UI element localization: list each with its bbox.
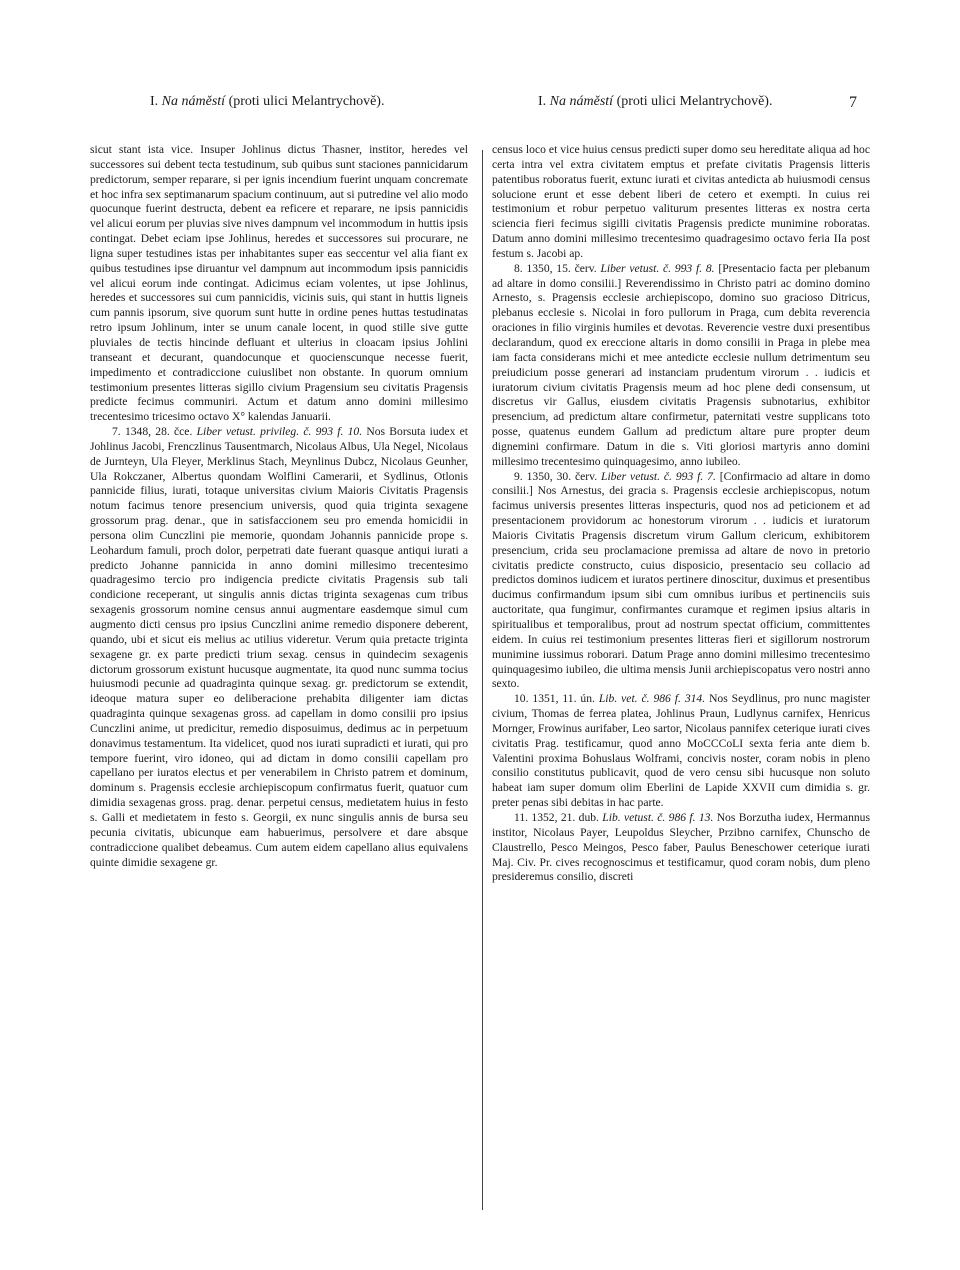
right-column (492, 143, 870, 885)
entry-11 (492, 811, 870, 885)
entry-8-source: Liber vetust. č. 993 f. 8. (600, 261, 715, 275)
left-column (90, 143, 468, 870)
page-number: 7 (849, 94, 857, 111)
running-head-left: I. Na náměstí (proti ulici Melantrychově). (150, 94, 385, 109)
entry-9-source: Liber vetust. č. 993 f. 7. (601, 469, 716, 483)
entry-7 (90, 425, 468, 870)
entry-9-ref: 9. 1350, 30. červ. (514, 469, 598, 483)
entry-9-text: [Confirmacio ad altare in domo consilii.] Nos Arnestus, dei gracia s. Pragensis ecclesie archiepiscopus, notum facimus universis presentes litteras inspecturis, quod nos ad peticionem et ad presentacionem providorum ac honestorum virorum . . iudicis et iuratorum Maioris Civitatis Pragensis discretum virum Gallum clericum, exhibitorem presencium, crida seu proclamacione premissa ad altare de novo in pretorio civitatis predicte constructo, cuius disposicio, presentacio seu collacio ad predictos dominos iudicem et iuratos pertinere dinoscitur, duximus et presentibus ducimus confirmandum ipsum sibi cum omnibus iuribus et pertinenciis suis auctoritate, qua fungimur, confirmantes curamque et regimen ipsius altaris in spiritualibus et temporalibus, prout ad nostrum spectat officium, committentes eidem. In cuius rei testimonium presentes litteras fieri et sigillorum nostrorum munimine iussimus roborari. Datum Prage anno domini millesimo trecentesimo quinquagesimo iubileo, die ultima mensis Junii archiepiscopatus vero nostri anno sexto. (492, 469, 870, 691)
entry-7-source: Liber vetust. privileg. č. 993 f. 10. (196, 425, 363, 439)
entry-10-text: Nos Seydlinus, pro nunc magister civium, Thomas de ferrea platea, Johlinus Praun, Ludlynus carnifex, Henricus Mornger, Frowinus aurifaber, Leo sartor, Nicolaus pannifex ceterique iurati cives civitatis Prag. testificamur, quod anno MoCCCoLI sexta feria ante diem b. Valentini proxima Bohuslaus Wolframi, concivis noster, coram nobis in pleno consilio constitutus publicavit, quod de vero censu sibi hucusque non soluto habeat iam super domum olim Eberlini de Lapide XXVII cum dimidia s. gr. preter penas sibi debitas in hac parte. (492, 692, 870, 810)
entry-7-text: Nos Borsuta iudex et Johlinus Jacobi, Frenczlinus Tausentmarch, Nicolaus Albus, Ula Negel, Nicolaus de Jurnteyn, Ula Fleyer, Merklinus Stach, Meynlinus Dubcz, Nicolaus Geunher, Ula Rokczaner, Albertus quondam Wolflini Camerarii, et Sydlinus, Otlonis pannicide filius, iurati, totaque universitas civium Maioris Civitatis Pragensis notum facimus tenore presencium universis, quod quia triginta sexagene grossorum prag. denar., que in satisfaccionem seu pro emenda homicidii in persona olim Cunczlini pie memorie, quondam Johannis pannicide prope s. Leohardum famuli, proch dolor, perpetrati date fuerant quasque antiqui iurati a predicto Johanne pannicida in anno domini millesimo trecentesimo quadragesimo tercio pro indigencia predicte civitatis Pragensis sub tali condicione receperant, ut singulis annis dictas triginta sexagenas cum tribus sexagenis grossorum nomine census annui augmentare easdemque simul cum augmento dicti census pro ipsius Cunczlini anime remedio disponere deberent, quando, ubi et sicut eis melius ac utilius videretur. Verum quia pretacte triginta sexagene gr. ex parte predicti trium sexag. census in quindecim sexagenis dictorum grossorum existunt hucusque augmentate, ita quod nunc summa tocius huiusmodi pecunie ad quadraginta quinque sexag. gr. predictorum se extendit, ideoque matura super eo deliberacione prehabita diligenter iam dictas quadraginta quinque sexagenas gross. ad capellam in domo consilii pro ipsius Cunczlini anime, ut predicitur, remedio disposuimus, dedimus ac in perpetuum donavimus testamentum. Ita videlicet, quod nos iurati supradicti et iurati, qui pro tempore fuerint, viro idoneo, qui ad dictam in domo consilii capellam pro capellano per iuratos electus et per venerabilem in Christo patrem et dominum, dominum s. Pragensis ecclesie archiepiscopum confirmatus fuerit, quatuor cum dimidia sexagenas gross. prag. denar. perpetui census, medietatem huius in festo s. Galli et medietatem in festo s. Georgii, ex nunc singulis annis de bursa seu pecunia civitatis, ubicunque eam habuerimus, persolvere et dare absque contradiccione qualibet debeamus. Cum autem eidem capellano alius equivalens quinte dimidie sexagene gr. (90, 425, 468, 869)
running-header (0, 94, 960, 114)
entry-11-source: Lib. vetust. č. 986 f. 13. (602, 810, 714, 824)
continued-paragraph: sicut stant ista vice. Insuper Johlinus dictus Thasner, institor, heredes vel successores sui debent tecta testudinum, sub quibus sunt staciones pannicidarum predictorum, semper reparare, si per ignis incendium fuerint unquam concremate et hoc infra sex septimanarum spacium continuum, aut si putredine vel alio modo quocunque fuerint destructa, debent ea reficere et reparare, ne ipsis pannicidis vel alicui eorum per pluvias sive nives dampnum vel incommodum in huttis ipsis contingat. Debet eciam ipse Johlinus, heredes et successores sui procurare, ne ligna super testudines istas per inhabitantes super eas seccentur vel alia fiant ex quibus testudines ipse diruantur vel dampnum aut incommodum ipsis pannicidis vel alicui eorum inde contingat. Adicimus eciam volentes, ut ipse Johlinus, heredes et successores sui cum pannicidis, vicinis suis, qui stant in huttis ligneis cum pannis ipsorum, sive quorum sunt hutte in ordine penes huttas testudinatas retro ipsum Johlinum, inter se unum canale locent, in quod stille sive gutte pluviales de tectis hincinde defluant et ulterius in cloacam ipsius Johlini transeant et decurant, quandocunque et quocienscunque necesse fuerit, impedimento et contradiccione cuiuslibet non obstante. In quorum omnium testimonium presentes litteras sigillo civium Pragensium seu civitatis Pragensis predicte fecimus communiri. Actum et datum anno domini millesimo trecentesimo tricesimo octavo X° kalendas Januarii. (90, 143, 468, 424)
entry-9 (492, 470, 870, 693)
entry-7-ref: 7. 1348, 28. čce. (112, 425, 193, 439)
column-divider (482, 150, 483, 1210)
entry-11-text: Nos Borzutha iudex, Hermannus institor, Nicolaus Payer, Leupoldus Sleycher, Przibno carnifex, Chunscho de Claustrello, Pesco Meingos, Pesco faber, Paulus Beneschower ceterique iurati Maj. Civ. Pr. cives recognoscimus et testificamur, quod coram nobis, dum pleno presideremus consilio, discreti (492, 810, 870, 884)
entry-11-ref: 11. 1352, 21. dub. (514, 810, 599, 824)
entry-10 (492, 692, 870, 811)
continued-paragraph-right: census loco et vice huius census predicti super domo seu hereditate aliqua ad hoc certa intra vel extra civitatem emptus et prefate civitatis Pragensis litteris patentibus roboratus fuerit, extunc iurati et civitas antedicta ab huiusmodi census solucione erunt et esse debent liberi de cetero et exempti. In cuius rei testimonium et robur perpetuo valiturum presentes litteras ex nostra certa sciencia fieri fecimus sigilli civitatis Pragensis predicte munimine roboratas. Datum anno domini millesimo trecentesimo quadragesimo octavo feria IIa post festum s. Jacobi ap. (492, 143, 870, 260)
entry-8-ref: 8. 1350, 15. červ. (514, 261, 597, 275)
entry-8 (492, 262, 870, 470)
entry-8-text: [Presentacio facta per plebanum ad altare in domo consilii.] Reverendissimo in Christo patri ac domino domino Arnesto, s. Pragensis ecclesie archiepiscopo, domino suo gracioso Ditricus, plebanus ecclesie s. Nicolai in foro pullorum in Praga, cum debita reverencia oraciones in filio virginis humiles et devotas. Reverencie vestre duxi presentibus declarandum, quod ex ereccione altaris in domo consilii in Praga in plebe mea iam facta considerans michi et mee antedicte ecclesie nullum detrimentum seu preiudicium posse generari ad instanciam prudentum virorum . . iudicis et iuratorum civium civitatis Pragensis meum ad hoc plene dedi consensum, ut discretus vir Gallus, eiusdem civitatis Pragensis subnotarius, exhibitor presencium, ad predictum altare confirmetur, paternitati vestre supplicans toto posse, quatenus eundem Gallum ad predictum altare pure propter deum dignemini confirmare. Datum in die s. Viti gloriosi martyris anno domini millesimo trecentesimo quinquagesimo, anno iubileo. (492, 261, 870, 468)
entry-10-source: Lib. vet. č. 986 f. 314. (598, 692, 706, 706)
running-head-right: I. Na náměstí (proti ulici Melantrychově). (538, 94, 773, 109)
entry-10-ref: 10. 1351, 11. ún. (514, 692, 595, 706)
